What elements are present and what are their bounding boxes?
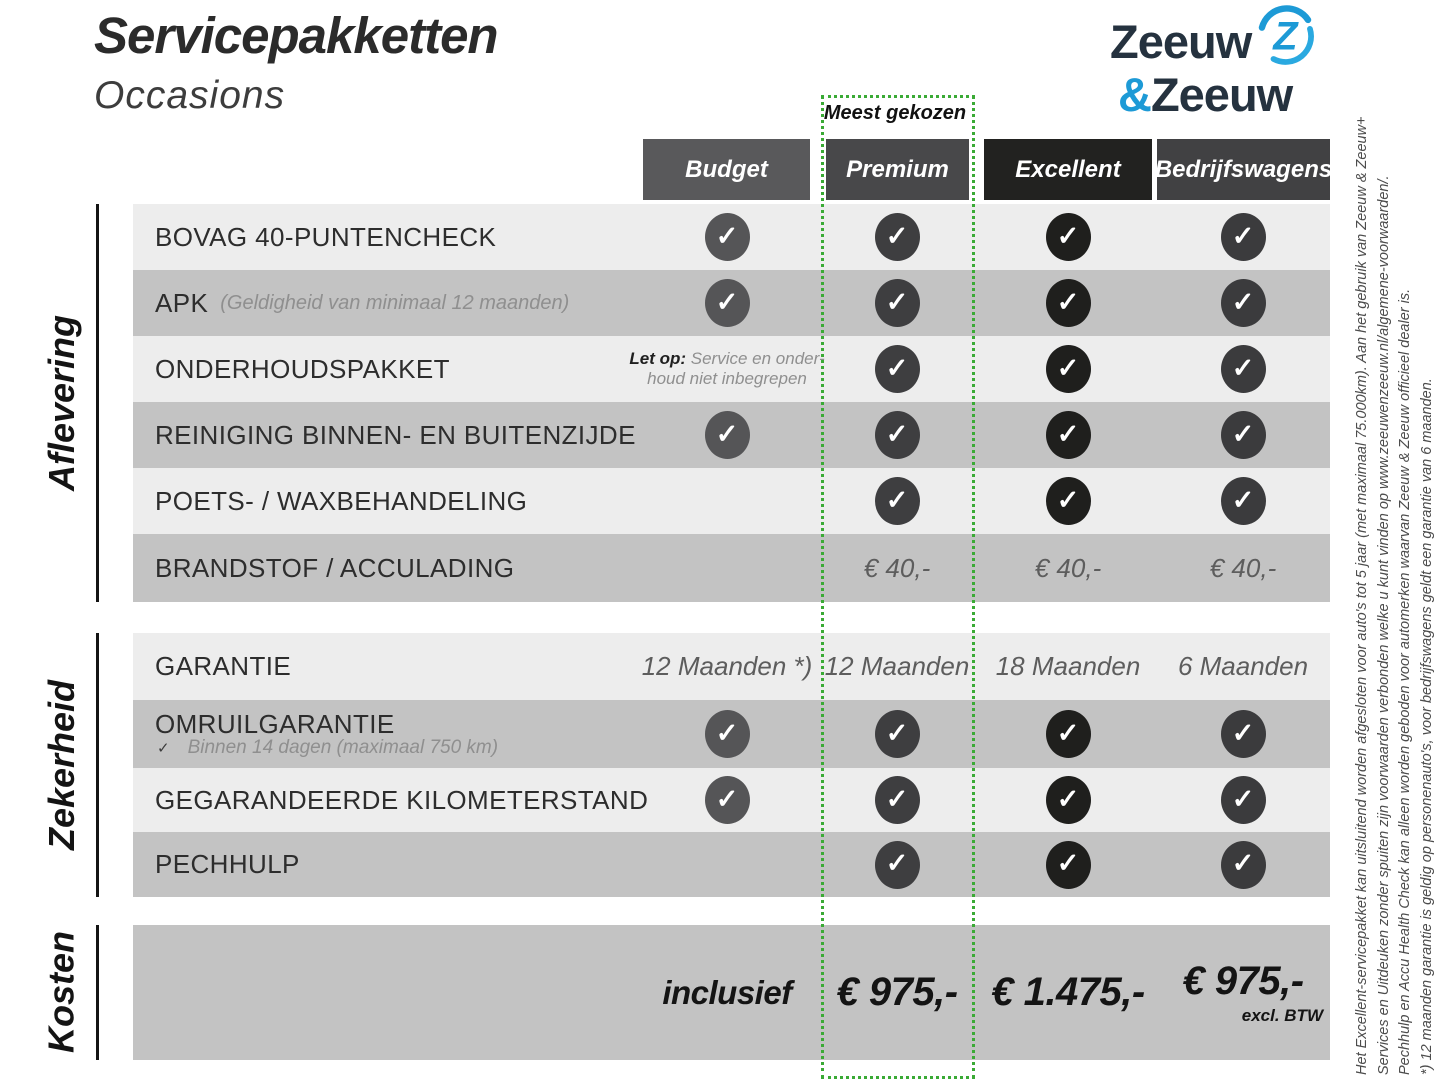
table-row-brandstof: [133, 534, 1330, 602]
row-label: PECHHULP: [155, 849, 300, 879]
table-row-apk: [133, 270, 1330, 336]
cell-check: [1133, 402, 1353, 468]
column-header-excellent: Excellent: [984, 139, 1152, 200]
logo-ampersand: &: [1118, 68, 1151, 121]
check-icon: ✓: [875, 841, 920, 889]
row-sublabel: [157, 737, 498, 759]
row-label: BRANDSTOF / ACCULADING: [155, 552, 515, 583]
cell-text: 18 Maanden: [995, 651, 1141, 681]
table-row-kilometerstand: [133, 768, 1330, 832]
price-subnote: excl. BTW: [1241, 1006, 1323, 1025]
section-line-zekerheid: [96, 633, 99, 897]
check-icon: ✓: [1221, 841, 1266, 889]
check-icon: ✓: [1221, 776, 1266, 824]
row-label-note: (Geldigheid van minimaal 12 maanden): [220, 291, 570, 314]
check-icon: ✓: [705, 776, 750, 824]
section-line-aflevering: [96, 204, 99, 602]
cell-check: [1133, 336, 1353, 402]
svg-text:Z: Z: [1273, 14, 1298, 59]
check-icon: ✓: [1221, 213, 1266, 261]
cell-check: [1133, 204, 1353, 270]
page-subtitle: Occasions: [94, 74, 286, 117]
section-line-kosten: [96, 925, 99, 1060]
row-label: OMRUILGARANTIE: [155, 709, 395, 739]
column-header-premium: Premium: [826, 139, 969, 200]
row-label: GEGARANDEERDE KILOMETERSTAND: [155, 784, 649, 815]
check-icon: ✓: [1221, 710, 1266, 758]
page-title: Servicepakketten: [94, 7, 498, 64]
check-icon: ✓: [1046, 213, 1091, 261]
table-row-reiniging: [133, 402, 1330, 468]
check-icon: ✓: [1046, 710, 1091, 758]
check-icon: ✓: [875, 710, 920, 758]
check-icon: ✓: [1221, 345, 1266, 393]
cell-check: [1133, 832, 1353, 897]
check-icon: ✓: [1046, 279, 1091, 327]
logo-z-swoosh-icon: [1253, 2, 1317, 77]
cell-text: 6 Maanden: [1177, 651, 1309, 681]
table-row-kosten: [133, 925, 1330, 1060]
cell-note: Let op: Service en onder- houd niet inbegrepen: [629, 349, 825, 388]
cell-check: [1133, 270, 1353, 336]
check-icon: ✓: [1221, 477, 1266, 525]
table-row-garantie: [133, 633, 1330, 700]
cell-text: 12 Maanden *): [641, 651, 813, 681]
check-icon: ✓: [705, 213, 750, 261]
cell-text: € 40,-: [1034, 552, 1102, 583]
company-logo: [1110, 6, 1340, 122]
check-icon: ✓: [875, 279, 920, 327]
cell-price: inclusief: [662, 973, 792, 1011]
most-chosen-badge: Meest gekozen: [823, 102, 967, 124]
cell-check: [1133, 700, 1353, 768]
disclaimer-line: Pechhulp en Accu Health Check kan alleen worden geboden voor automerken waarvan Zeeuw & Zeeuw officieel dealer is.: [1397, 288, 1413, 1075]
section-label-zekerheid: Zekerheid: [41, 679, 82, 851]
check-icon: ✓: [705, 279, 750, 327]
row-label: [155, 270, 569, 336]
check-icon: ✓: [705, 710, 750, 758]
cell-text: 12 Maanden: [824, 651, 970, 681]
disclaimer-line: Services en Uitdeuken zonder spuiten zijn voorwaarden verbonden welke u kunt vinden op www.zeeuwenzeeuw.nl/algemene-voorwaarden/.: [1375, 175, 1392, 1075]
table-row-omruilgarantie: [133, 700, 1330, 768]
check-icon: ✓: [875, 776, 920, 824]
cell-price: € 975,- excl. BTW: [1182, 959, 1323, 1025]
cell-text: € 40,-: [1209, 552, 1277, 583]
check-icon: ✓: [1221, 411, 1266, 459]
check-icon: ✓: [875, 345, 920, 393]
check-icon: ✓: [1046, 345, 1091, 393]
column-header-bedrijfswagens: Bedrijfswagens: [1157, 139, 1330, 200]
column-header-budget: Budget: [643, 139, 810, 200]
row-sublabel-text: Binnen 14 dagen (maximaal 750 km): [187, 737, 499, 758]
legal-disclaimer: [1352, 116, 1438, 1075]
row-label: ONDERHOUDSPAKKET: [155, 353, 450, 384]
cell-price: € 975,-: [836, 970, 958, 1014]
check-icon: ✓: [1046, 477, 1091, 525]
row-label-text: APK: [155, 287, 209, 318]
logo-text-zeeuw: Zeeuw: [1110, 15, 1252, 68]
cell-check: [1133, 768, 1353, 832]
table-row-pechhulp: [133, 832, 1330, 897]
check-icon: ✓: [1046, 776, 1091, 824]
check-icon: ✓: [875, 213, 920, 261]
cell-text: € 40,-: [863, 552, 931, 583]
section-label-kosten: Kosten: [40, 931, 82, 1054]
row-label: BOVAG 40-PUNTENCHECK: [155, 221, 497, 252]
section-label-aflevering: Aflevering: [41, 314, 82, 492]
cell-check: [1133, 468, 1353, 534]
table-row-onderhoudspakket: [133, 336, 1330, 402]
check-icon: ✓: [875, 477, 920, 525]
table-row-bovag: [133, 204, 1330, 270]
row-label: POETS- / WAXBEHANDELING: [155, 485, 528, 516]
check-icon: ✓: [875, 411, 920, 459]
check-icon: ✓: [1221, 279, 1266, 327]
disclaimer-line: Het Excellent-servicepakket kan uitsluitend worden afgesloten voor auto's tot 5 jaar (met maximaal 75.000km). Aan het gebruik van Zeeuw & Zeeuw+: [1354, 116, 1370, 1075]
row-label: REINIGING BINNEN- EN BUITENZIJDE: [155, 419, 636, 450]
row-label: GARANTIE: [155, 651, 292, 681]
check-icon: ✓: [705, 411, 750, 459]
small-check-icon: ✓: [157, 740, 170, 757]
check-icon: ✓: [1046, 841, 1091, 889]
check-icon: ✓: [1046, 411, 1091, 459]
disclaimer-line: *) 12 maanden garantie is geldig op personenauto's, voor bedrijfswagens geldt een garantie van 6 maanden.: [1418, 378, 1435, 1075]
cell-price: € 1.475,-: [991, 970, 1145, 1014]
logo-text-zeeuw2: Zeeuw: [1150, 68, 1293, 121]
table-row-poets-wax: [133, 468, 1330, 534]
